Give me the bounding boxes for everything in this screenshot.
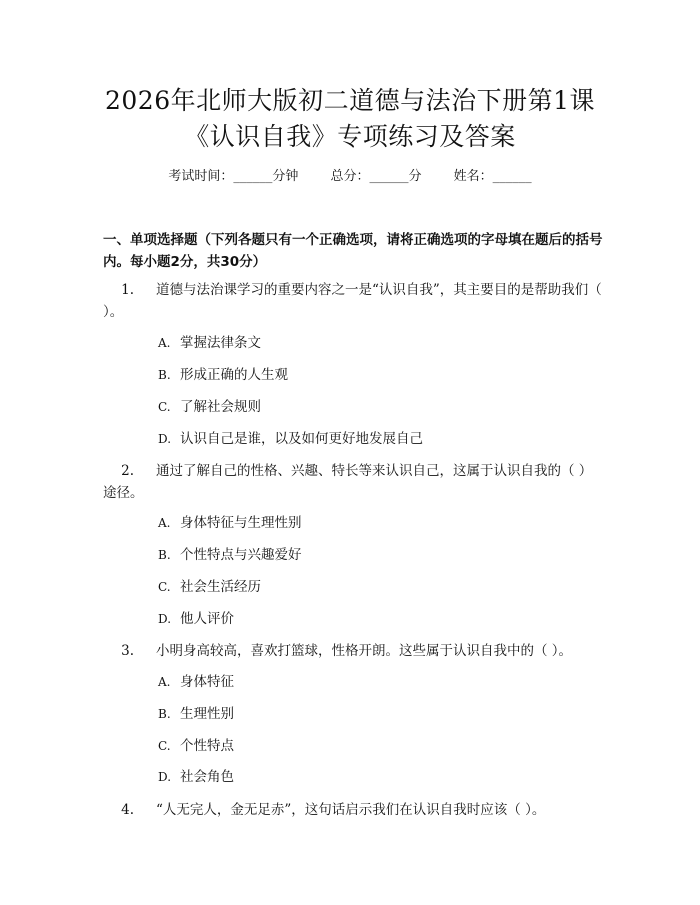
question-text: 小明身高较高，喜欢打篮球，性格开朗。这些属于认识自我中的（ ）。 (156, 643, 573, 659)
question-text: “人无完人，金无足赤”，这句话启示我们在认识自我时应该（ ）。 (156, 802, 546, 818)
question-2 (103, 460, 603, 504)
total-score-field: 总分：______分 (330, 169, 422, 184)
question-3 (103, 640, 603, 662)
option-letter: C. (158, 400, 171, 414)
question-number: 1. (121, 282, 134, 298)
option-text: 他人评价 (180, 611, 234, 627)
option-text: 掌握法律条文 (180, 335, 261, 351)
option-letter: A. (158, 336, 171, 350)
question-1-option-c (158, 397, 578, 417)
option-text: 生理性别 (180, 706, 234, 722)
option-letter: D. (158, 432, 172, 446)
question-number: 2. (121, 463, 134, 479)
option-letter: C. (158, 580, 171, 594)
option-letter: B. (158, 548, 171, 562)
question-2-option-b (158, 545, 578, 565)
option-letter: B. (158, 707, 171, 721)
option-text: 个性特点 (180, 738, 234, 754)
student-name-field: 姓名：______ (453, 169, 532, 184)
option-text: 认识自己是谁，以及如何更好地发展自己 (180, 431, 423, 447)
option-letter: D. (158, 612, 172, 626)
question-3-option-c (158, 736, 578, 756)
question-text: 道德与法治课学习的重要内容之一是“认识自我”，其主要目的是帮助我们（ ）。 (103, 282, 602, 320)
question-1-option-a (158, 333, 578, 353)
option-letter: D. (158, 770, 172, 784)
question-2-option-d (158, 609, 578, 629)
question-number: 3. (121, 643, 134, 659)
option-text: 了解社会规则 (180, 399, 261, 415)
page-title-line2: 《认识自我》专项练习及答案 (184, 122, 516, 151)
question-number: 4. (121, 802, 134, 818)
option-text: 身体特征与生理性别 (180, 515, 302, 531)
exam-meta-row (0, 167, 700, 187)
question-1 (103, 279, 603, 323)
question-2-option-a (158, 513, 578, 533)
question-3-option-a (158, 672, 578, 692)
question-1-option-d (158, 429, 578, 449)
question-3-option-b (158, 704, 578, 724)
option-letter: A. (158, 675, 171, 689)
option-text: 社会角色 (180, 769, 234, 785)
option-text: 社会生活经历 (180, 579, 261, 595)
option-text: 形成正确的人生观 (180, 367, 288, 383)
question-1-option-b (158, 365, 578, 385)
section-heading: 一、单项选择题（下列各题只有一个正确选项，请将正确选项的字母填在题后的括号内。每小题2分，共30分） (103, 232, 603, 270)
question-3-option-d (158, 767, 578, 787)
option-letter: B. (158, 368, 171, 382)
option-text: 身体特征 (180, 674, 234, 690)
question-4 (103, 799, 603, 821)
question-text: 通过了解自己的性格、兴趣、特长等来认识自己，这属于认识自我的（ ）途径。 (103, 463, 593, 501)
question-2-option-c (158, 577, 578, 597)
exam-time-field: 考试时间：______分钟 (168, 169, 299, 184)
option-letter: A. (158, 516, 171, 530)
option-text: 个性特点与兴趣爱好 (180, 547, 302, 563)
option-letter: C. (158, 739, 171, 753)
page-title-line1: 2026年北师大版初二道德与法治下册第1课 (104, 86, 596, 115)
